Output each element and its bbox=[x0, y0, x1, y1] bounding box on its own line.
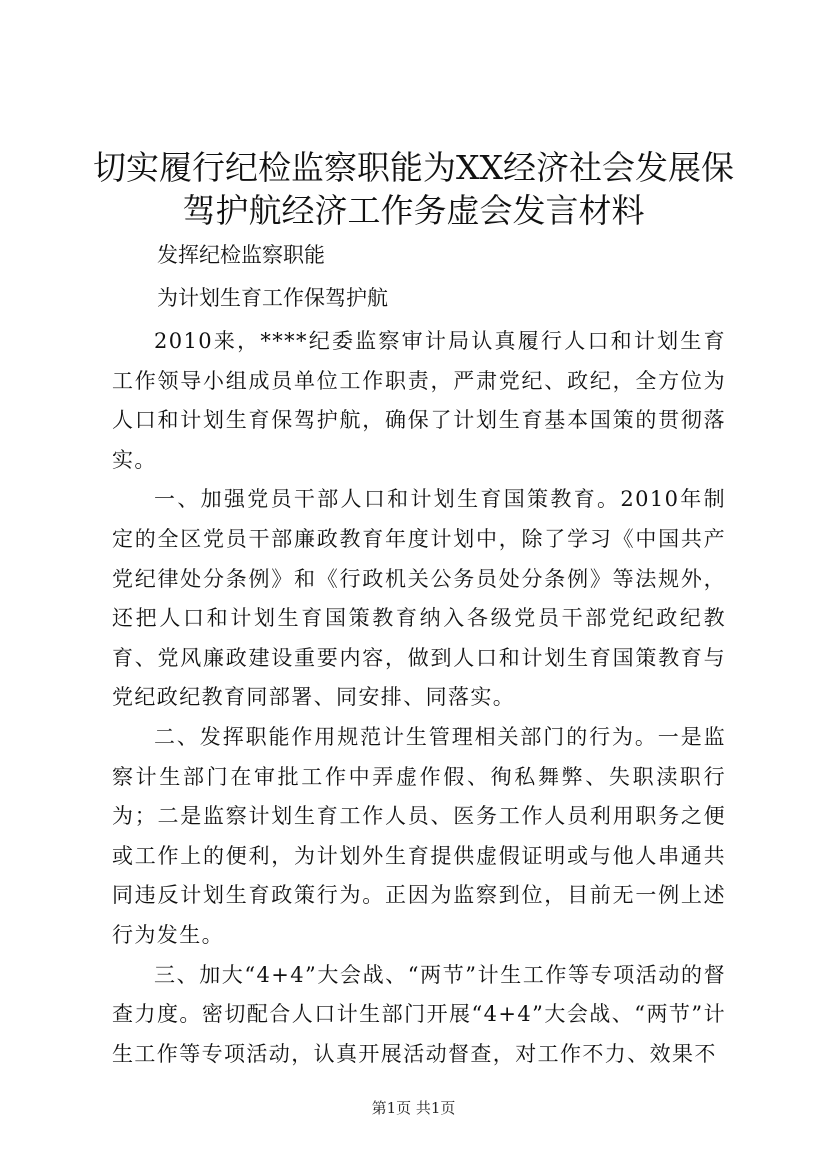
subtitle-2: 为计划生育工作保驾护航 bbox=[157, 286, 388, 310]
subtitle-1: 发挥纪检监察职能 bbox=[157, 243, 325, 267]
document-title-line-2: 驾护航经济工作务虚会发言材料 bbox=[182, 191, 645, 230]
document-body bbox=[112, 322, 726, 1074]
paragraph-section-1: 一、加强党员干部人口和计划生育国策教育。2010年制定的全区党员干部廉政教育年度计划中，除了学习《中国共产党纪律处分条例》和《行政机关公务员处分条例》等法规外，还把人口和计划生育国策教育纳入各级党员干部党纪政纪教育、党风廉政建设重要内容，做到人口和计划生育国策教育与党纪政纪教育同部署、同安排、同落实。 bbox=[112, 487, 726, 710]
paragraph-intro: 2010来，****纪委监察审计局认真履行人口和计划生育工作领导小组成员单位工作职责，严肃党纪、政纪，全方位为人口和计划生育保驾护航，确保了计划生育基本国策的贯彻落实。 bbox=[112, 329, 726, 472]
document-title-line-1: 切实履行纪检监察职能为XX经济社会发展保 bbox=[93, 148, 734, 187]
paragraph-section-2: 二、发挥职能作用规范计生管理相关部门的行为。一是监察计生部门在审批工作中弄虚作假、徇私舞弊、失职渎职行为；二是监察计划生育工作人员、医务工作人员利用职务之便或工作上的便利，为计划外生育提供虚假证明或与他人串通共同违反计划生育政策行为。正因为监察到位，目前无一例上述行为发生。 bbox=[112, 724, 726, 947]
paragraph-section-3: 三、加大“4+4”大会战、“两节”计生工作等专项活动的督查力度。密切配合人口计生部门开展“4+4”大会战、“两节”计生工作等专项活动，认真开展活动督查，对工作不力、效果不 bbox=[112, 962, 726, 1066]
page-footer: 第1页 共1页 bbox=[371, 1099, 456, 1117]
